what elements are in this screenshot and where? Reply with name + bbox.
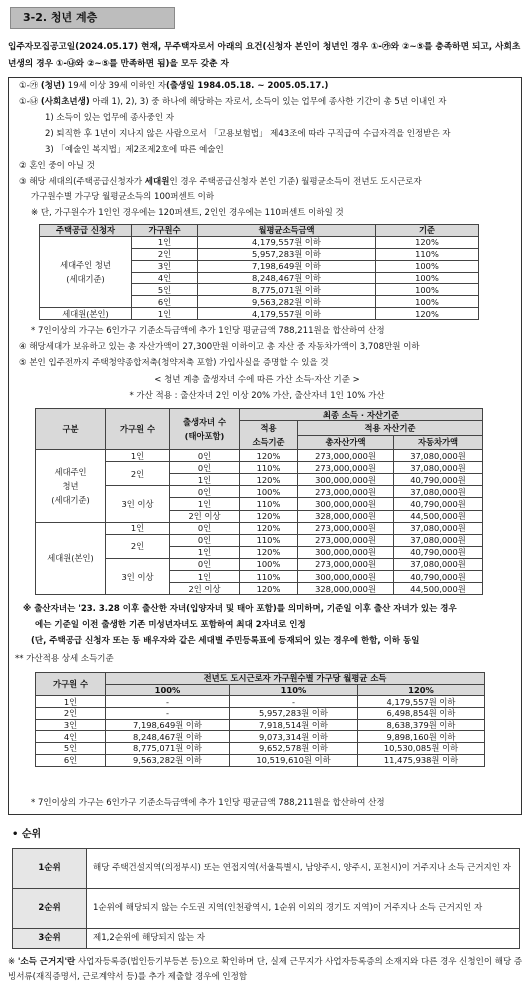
rank-key: 1순위 [13,849,87,889]
t2-members: 1인 [106,522,170,534]
t2-header-total: 총자산가액 [298,435,394,450]
req-c3: ③ 해당 세대의(주택공급신청자가 세대원인 경우 주택공급신청자 본인 기준) 월평균소득이 전년도 도시근로자 [19,177,422,187]
t3-cell: 1인 [36,696,106,708]
t3-header-col: 110% [230,684,358,696]
t2-cell: 273,000,000원 [298,462,394,474]
req-b: ①-㉯ (사회초년생) 아래 1), 2), 3) 중 하나에 해당하는 자로서, 소득이 있는 업무에 종사한 기간이 총 5년 이내인 자 [19,97,447,107]
t2-cell: 37,080,000원 [394,462,483,474]
t2-cell: 37,080,000원 [394,522,483,534]
table-row [13,889,520,929]
t2-cell: 100% [240,558,298,570]
t2-cell: 37,080,000원 [394,558,483,570]
t2-cell: 273,000,000원 [298,522,394,534]
t1-cell: 2인 [132,248,198,260]
t3-header-members: 가구원 수 [36,673,106,696]
req-c3-note: ※ 단, 가구원수가 1인인 경우에는 120퍼센트, 2인인 경우에는 110퍼센트 이하일 것 [31,208,344,218]
birth-note-2: 에는 기준일 이전 출생한 기존 미성년자녀도 포함하여 최대 2자녀로 인정 [35,620,306,630]
t3-header-col: 100% [106,684,230,696]
rank-desc: 1순위에 해당되지 않는 수도권 지역(인천광역시, 1순위 이외의 경기도 지역)이 거주지나 소득 근거지인 자 [87,889,520,929]
t1-cell: 7,198,649원 이하 [198,260,376,272]
table-row [40,236,479,248]
table-row [36,522,483,534]
table-row [36,708,485,720]
req-c2: ② 혼인 중이 아닐 것 [19,161,95,171]
t1-header: 가구원수 [132,225,198,237]
rank-desc: 제1,2순위에 해당되지 않는 자 [87,929,520,949]
t2-cell: 0인 [170,558,240,570]
t2-cell: 273,000,000원 [298,450,394,462]
t3-cell: - [106,696,230,708]
t2-cell: 1인 [170,546,240,558]
t1-cell: 100% [376,284,479,296]
t3-header-top: 전년도 도시근로자 가구원수별 가구당 월평균 소득 [106,673,485,685]
req-b1: 1) 소득이 있는 업무에 종사중인 자 [45,113,174,123]
t3-cell: - [106,708,230,720]
t2-cell: 328,000,000원 [298,583,394,595]
t2-cell: 0인 [170,486,240,498]
t3-cell: 4,179,557원 이하 [358,696,485,708]
t3-note: * 7인이상의 가구는 6인가구 기준소득금액에 추가 1인당 평균금액 788,211원을 합산하여 산정 [31,798,385,808]
t2-cell: 0인 [170,462,240,474]
t2-cell: 300,000,000원 [298,571,394,583]
rank-title: • 순위 [12,829,42,840]
t1-cell: 8,775,071원 이하 [198,284,376,296]
table-row [13,849,520,889]
birth-title: < 청년 계층 출생자녀 수에 따른 가산 소득·자산 기준 > [154,375,360,385]
t2-header-car: 자동차가액 [394,435,483,450]
t3-cell: 2인 [36,708,106,720]
t1-header: 기준 [376,225,479,237]
t2-cell: 120% [240,583,298,595]
t2-cell: 273,000,000원 [298,534,394,546]
t2-cell: 273,000,000원 [298,486,394,498]
section-title: 3-2. 청년 계층 [10,7,175,29]
table-row [36,754,485,766]
rank-key: 3순위 [13,929,87,949]
t2-cell: 44,500,000원 [394,510,483,522]
t2-cell: 110% [240,462,298,474]
t1-group: 세대원(본인) [40,308,132,320]
t3-cell: 5,957,283원 이하 [230,708,358,720]
rank-table [12,848,520,949]
t2-cell: 328,000,000원 [298,510,394,522]
t3-cell: 9,073,314원 이하 [230,731,358,743]
t1-group: 세대주인 청년 (세대기준) [40,236,132,307]
t2-members: 2인 [106,534,170,558]
t2-members: 1인 [106,450,170,462]
t2-cell: 40,790,000원 [394,474,483,486]
t2-cell: 300,000,000원 [298,546,394,558]
t2-cell: 40,790,000원 [394,498,483,510]
table-row [36,450,483,462]
t3-cell: 8,638,379원 이하 [358,719,485,731]
t1-cell: 100% [376,296,479,308]
t2-cell: 1인 [170,571,240,583]
t2-cell: 40,790,000원 [394,571,483,583]
req-c3-line2: 가구원수별 가구당 월평균소득의 100퍼센트 이하 [31,192,215,202]
t2-cell: 44,500,000원 [394,583,483,595]
t2-cell: 120% [240,510,298,522]
birth-note-3: (단, 주택공급 신청자 또는 동 배우자와 같은 세대별 주민등록표에 등재되어 있는 경우에 한함, 이하 동일 [31,636,420,646]
t2-cell: 2인 이상 [170,583,240,595]
t3-header-col: 120% [358,684,485,696]
t2-members: 3인 이상 [106,558,170,594]
rank-key: 2순위 [13,889,87,929]
t2-cell: 110% [240,571,298,583]
t3-cell: 3인 [36,719,106,731]
t2-header-gubun: 구분 [36,409,106,450]
req-a: ①-㉮ (청년) 19세 이상 39세 이하인 자(출생일 1984.05.18. ~ 2005.05.17.) [19,81,329,91]
t1-cell: 4인 [132,272,198,284]
t2-group: 세대원(본인) [36,522,106,595]
t1-cell: 5,957,283원 이하 [198,248,376,260]
t2-header-asset: 적용 자산기준 [298,421,483,436]
t1-cell: 100% [376,260,479,272]
table-row [40,308,479,320]
req-c5: ⑤ 본인 입주전까지 주택청약종합저축(청약저축 포함) 가입사실을 증명할 수 있을 것 [19,358,329,368]
t3-cell: 9,652,578원 이하 [230,743,358,755]
t3-cell: 8,775,071원 이하 [106,743,230,755]
t1-cell: 6인 [132,296,198,308]
t2-members: 3인 이상 [106,486,170,522]
t2-cell: 273,000,000원 [298,558,394,570]
t2-cell: 0인 [170,450,240,462]
t2-cell: 110% [240,534,298,546]
t2-cell: 120% [240,474,298,486]
req-b3: 3) 「예술인 복지법」제2조제2호에 따른 예술인 [45,145,224,155]
t3-cell: 8,248,467원 이하 [106,731,230,743]
t3-cell: - [230,696,358,708]
t1-cell: 8,248,467원 이하 [198,272,376,284]
t1-note: * 7인이상의 가구는 6인가구 기준소득금액에 추가 1인당 평균금액 788,211원을 합산하여 산정 [31,326,385,336]
t3-cell: 4인 [36,731,106,743]
birth-table [35,408,483,595]
t2-cell: 100% [240,486,298,498]
t2-cell: 37,080,000원 [394,486,483,498]
t2-cell: 2인 이상 [170,510,240,522]
t2-cell: 1인 [170,498,240,510]
t2-cell: 37,080,000원 [394,534,483,546]
t3-cell: 7,918,514원 이하 [230,719,358,731]
t3-cell: 5인 [36,743,106,755]
income-table [39,224,479,320]
t1-cell: 1인 [132,308,198,320]
t1-cell: 5인 [132,284,198,296]
t2-cell: 300,000,000원 [298,498,394,510]
table-row [36,731,485,743]
intro-text: 입주자모집공고일(2024.05.17) 현재, 무주택자로서 아래의 요건(신청자 본인이 청년인 경우 ①-㉮와 ②~⑤를 충족하면 되고, 사회초년생의 경우 ①-㉯와 ②~⑤를 만족하면 됨)을 모두 갖춘 자 [8,42,521,69]
t3-cell: 7,198,649원 이하 [106,719,230,731]
t1-cell: 1인 [132,236,198,248]
t3-cell: 6인 [36,754,106,766]
requirements-box [8,77,522,815]
income-detail-title: ** 가산적용 상세 소득기준 [15,654,114,664]
rank-desc: 해당 주택건설지역(의정부시) 또는 연접지역(서울특별시, 남양주시, 양주시, 포천시)이 거주지나 소득 근거지인 자 [87,849,520,889]
table-row [36,743,485,755]
t2-header-members: 가구원 수 [106,409,170,450]
t2-header-births: 출생자녀 수 (태아포함) [170,409,240,450]
t2-cell: 0인 [170,534,240,546]
table-row [36,719,485,731]
req-c4: ④ 해당세대가 보유하고 있는 총 자산가액이 27,300만원 이하이고 총 자산 중 자동차가액이 3,708만원 이하 [19,342,420,352]
t1-cell: 9,563,282원 이하 [198,296,376,308]
birth-subtitle: * 가산 적용 : 출산자녀 2인 이상 20% 가산, 출산자녀 1인 10% 가산 [129,391,385,401]
t2-cell: 37,080,000원 [394,450,483,462]
t2-cell: 120% [240,450,298,462]
birth-note-1: ※ 출산자녀는 '23. 3.28 이후 출산한 자녀(입양자녀 및 태아 포함)를 의미하며, 기준일 이후 출산 자녀가 있는 경우 [23,604,457,614]
footnote: ※ '소득 근거지'란 사업자등록증(법인등기부등본 등)으로 확인하며 단, 실제 근무지가 사업자등록증의 소재지와 다른 경우 신청인이 해당 증빙서류(재직증명서, 근로계약서 등)를 추가 제출할 경우에 인정함 [8,957,523,982]
t2-cell: 120% [240,546,298,558]
t3-cell: 9,898,160원 이하 [358,731,485,743]
t1-header: 월평균소득금액 [198,225,376,237]
t1-cell: 120% [376,236,479,248]
t3-cell: 9,563,282원 이하 [106,754,230,766]
t1-cell: 110% [376,248,479,260]
t2-header-top: 최종 소득 · 자산기준 [240,409,483,421]
t2-cell: 40,790,000원 [394,546,483,558]
t1-cell: 4,179,557원 이하 [198,308,376,320]
t1-cell: 4,179,557원 이하 [198,236,376,248]
t3-cell: 10,530,085원 이하 [358,743,485,755]
t2-members: 2인 [106,462,170,486]
t2-cell: 1인 [170,474,240,486]
t3-cell: 6,498,854원 이하 [358,708,485,720]
table-row [36,696,485,708]
t3-cell: 11,475,938원 이하 [358,754,485,766]
t1-cell: 3인 [132,260,198,272]
t1-cell: 100% [376,272,479,284]
t2-group: 세대주인 청년 (세대기준) [36,450,106,523]
table-row [13,929,520,949]
t2-cell: 0인 [170,522,240,534]
t2-cell: 300,000,000원 [298,474,394,486]
t2-cell: 110% [240,498,298,510]
t2-header-income: 적용 소득기준 [240,421,298,450]
t1-cell: 120% [376,308,479,320]
t2-cell: 120% [240,522,298,534]
req-b2: 2) 퇴직한 후 1년이 지나지 않은 사람으로서 「고용보험법」 제43조에 따라 구직급여 수급자격을 인정받은 자 [45,129,451,139]
income-detail-table [35,672,485,767]
t1-header: 주택공급 신청자 [40,225,132,237]
t3-cell: 10,519,610원 이하 [230,754,358,766]
